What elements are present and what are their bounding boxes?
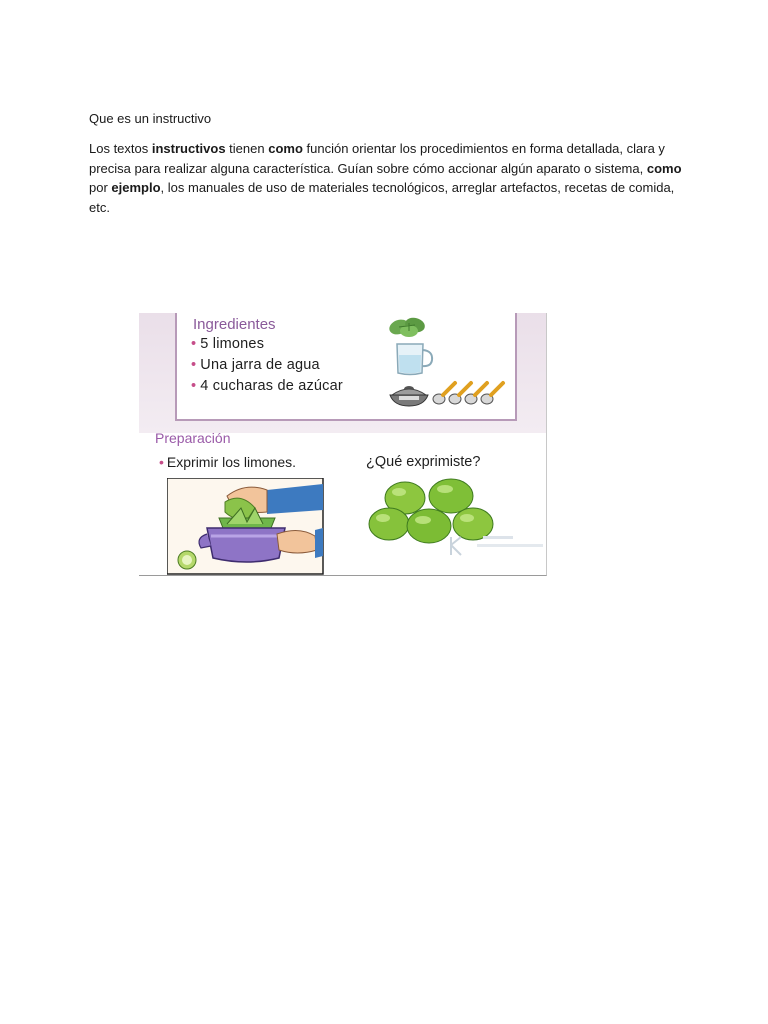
ingredient-item [191, 336, 264, 352]
para-text: , los manuales de uso de materiales tecnológicos, arreglar artefactos, recetas de comida, etc. [89, 180, 675, 215]
body-paragraph [89, 139, 689, 217]
watermark-icon [447, 531, 547, 575]
bullet: • [159, 454, 164, 470]
bullet: • [191, 357, 197, 373]
para-bold: como [646, 160, 682, 176]
para-text: tienen [225, 141, 269, 156]
para-bold: instructivos [151, 141, 226, 156]
recipe-figure [139, 313, 547, 576]
ingredient-item [191, 378, 343, 394]
juicer-illustration [167, 478, 327, 575]
para-text: función orientar los procedimientos en forma detallada, clara y precisa para realizar alguna característica. Guían sobre cómo accionar algún aparato o sistema, [89, 141, 665, 176]
ingredient-item [191, 357, 320, 373]
water-jar-icon [391, 341, 435, 377]
ingredient-label: 5 limones [200, 336, 265, 352]
preparation-title: Preparación [155, 430, 231, 446]
ingredient-label: 4 cucharas de azúcar [200, 378, 343, 394]
bullet: • [191, 378, 197, 394]
page-heading: Que es un instructivo [89, 111, 212, 126]
question-text: ¿Qué exprimiste? [366, 454, 481, 470]
ingredient-label: Una jarra de agua [200, 357, 320, 373]
bullet: • [191, 336, 197, 352]
para-text: por [89, 180, 112, 195]
preparation-step [159, 454, 296, 470]
preparation-step-label: Exprimir los limones. [166, 454, 297, 470]
spoons-icon [429, 377, 509, 409]
mint-leaves-icon [385, 313, 433, 339]
para-bold: ejemplo [111, 180, 161, 195]
para-text: Los textos [89, 141, 152, 156]
para-bold: como [268, 141, 303, 156]
ingredients-title: Ingredientes [193, 316, 276, 333]
sugar-bowl-icon [388, 379, 430, 409]
